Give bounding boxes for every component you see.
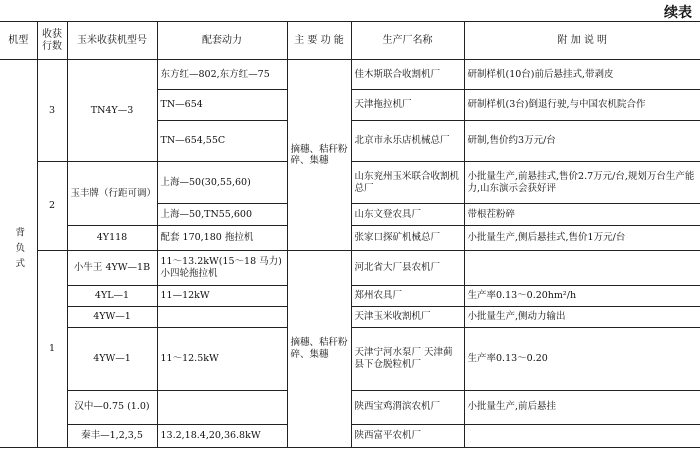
machine-type-cell: 背负式 <box>0 60 37 448</box>
rows-cell-3: 3 <box>37 60 67 162</box>
power-cell: 东方红—802,东方红—75 <box>157 60 287 90</box>
model-cell: 秦丰—1,2,3,5 <box>67 424 157 447</box>
note-cell: 小批量生产,前后悬挂 <box>464 390 700 424</box>
model-cell: 4Y118 <box>67 226 157 250</box>
model-cell: 4YL—1 <box>67 285 157 306</box>
note-cell <box>464 424 700 447</box>
power-cell: 11～12.5kW <box>157 328 287 390</box>
maker-cell: 河北省大厂县农机厂 <box>351 250 464 285</box>
power-cell: 配套 170,180 拖拉机 <box>157 226 287 250</box>
model-cell: 4YW—1 <box>67 328 157 390</box>
header-maker: 生产厂名称 <box>351 22 464 60</box>
note-cell: 小批量生产,前悬挂式,售价2.7万元/台,规划万台生产能力,山东演示会获好评 <box>464 161 700 203</box>
maker-cell: 陕西宝鸡渭滨农机厂 <box>351 390 464 424</box>
header-function: 主 要 功 能 <box>287 22 351 60</box>
note-cell: 研制样机(3台)倒退行驶,与中国农机院合作 <box>464 90 700 120</box>
rows-cell-2: 2 <box>37 161 67 250</box>
note-cell: 带根茬粉碎 <box>464 204 700 226</box>
note-cell: 生产率0.13～0.20hm²/h <box>464 285 700 306</box>
power-cell: TN—654,55C <box>157 120 287 161</box>
header-note: 附 加 说 明 <box>464 22 700 60</box>
harvester-spec-table <box>0 21 700 448</box>
continued-label: 续表 <box>664 5 692 21</box>
header-rows: 收获行数 <box>37 22 67 60</box>
power-cell: 13.2,18.4,20,36.8kW <box>157 424 287 447</box>
header-row <box>0 22 700 60</box>
power-cell: 上海—50(30,55,60) <box>157 161 287 203</box>
maker-cell: 郑州农具厂 <box>351 285 464 306</box>
power-cell: 11～13.2kW(15～18 马力)小四轮拖拉机 <box>157 250 287 285</box>
maker-cell: 天津宁河水泵厂 天津蓟县下仓脱粒机厂 <box>351 328 464 390</box>
power-cell: TN—654 <box>157 90 287 120</box>
model-cell: 4YW—1 <box>67 306 157 327</box>
maker-cell: 陕西富平农机厂 <box>351 424 464 447</box>
function-cell: 摘穗、秸秆粉碎、集穗 <box>287 250 351 447</box>
maker-cell: 北京市永乐店机械总厂 <box>351 120 464 161</box>
model-cell: 小牛王 4YW—1B <box>67 250 157 285</box>
note-cell: 研制样机(10台)前后悬挂式,带剥皮 <box>464 60 700 90</box>
maker-cell: 天津拖拉机厂 <box>351 90 464 120</box>
note-cell: 生产率0.13～0.20 <box>464 328 700 390</box>
model-cell: 玉丰牌（行距可调） <box>67 161 157 225</box>
note-cell: 小批量生产,侧后悬挂式,售价1万元/台 <box>464 226 700 250</box>
maker-cell: 山东文登农具厂 <box>351 204 464 226</box>
maker-cell: 天津玉米收割机厂 <box>351 306 464 327</box>
rows-cell-1: 1 <box>37 250 67 447</box>
maker-cell: 张家口探矿机械总厂 <box>351 226 464 250</box>
table-row <box>0 60 700 90</box>
maker-cell: 山东兖州玉米联合收割机总厂 <box>351 161 464 203</box>
power-cell: 上海—50,TN55,600 <box>157 204 287 226</box>
power-cell <box>157 306 287 327</box>
power-cell: 11—12kW <box>157 285 287 306</box>
power-cell <box>157 390 287 424</box>
function-cell: 摘穗、秸秆粉碎、集穗 <box>287 60 351 250</box>
header-power: 配套动力 <box>157 22 287 60</box>
note-cell: 小批量生产,侧动力输出 <box>464 306 700 327</box>
model-cell: TN4Y—3 <box>67 60 157 162</box>
table-row <box>0 250 700 285</box>
model-cell: 汉中—0.75 (1.0) <box>67 390 157 424</box>
header-type: 机型 <box>0 22 37 60</box>
header-model: 玉米收获机型号 <box>67 22 157 60</box>
note-cell: 研制,售价约3万元/台 <box>464 120 700 161</box>
note-cell <box>464 250 700 285</box>
maker-cell: 佳木斯联合收割机厂 <box>351 60 464 90</box>
